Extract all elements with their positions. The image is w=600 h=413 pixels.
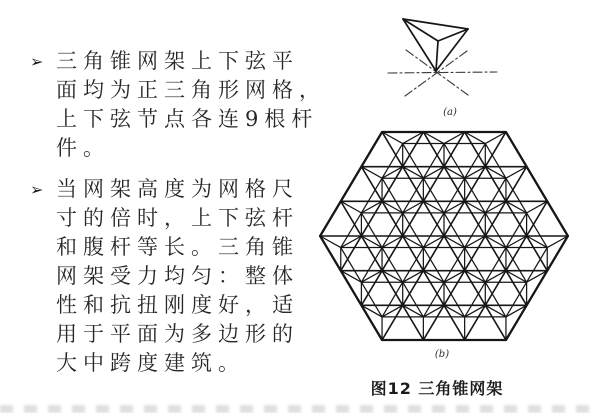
bullet-text	[56, 175, 332, 378]
tetrahedron-unit-diagram	[360, 0, 560, 105]
figure-label-b: (b)	[434, 349, 450, 360]
bullet-item-1	[30, 47, 332, 163]
text-line: 面均为正三角形网格，	[56, 78, 326, 102]
text-line: 和腹杆等长。三角锥	[56, 235, 299, 259]
bullet-text	[56, 47, 332, 163]
text-line: 网架受力均匀：整体	[56, 264, 299, 288]
text-line: 三角锥网架上下弦平	[56, 49, 299, 73]
text-line: 用于平面为多边形的	[56, 322, 299, 346]
text-line: 件。	[56, 136, 110, 160]
text-line: 寸的倍时，上下弦杆	[56, 206, 299, 230]
bullet-list	[30, 47, 332, 390]
bullet-item-2	[30, 175, 332, 378]
text-line: 当网架高度为网格尺	[56, 177, 299, 201]
text-line: 性和抗扭刚度好，适	[56, 293, 299, 317]
hexagon-space-frame-diagram	[308, 118, 584, 354]
cropped-next-line-band	[0, 405, 600, 413]
text-line: 上下弦节点各连9根杆	[56, 107, 319, 131]
text-line: 大中跨度建筑。	[56, 351, 245, 375]
bullet-arrow-icon: ➢	[30, 52, 44, 71]
bullet-arrow-icon: ➢	[30, 180, 44, 199]
figure-label-a: (a)	[443, 107, 457, 118]
figure-caption: 图12 三角锥网架	[370, 379, 504, 398]
